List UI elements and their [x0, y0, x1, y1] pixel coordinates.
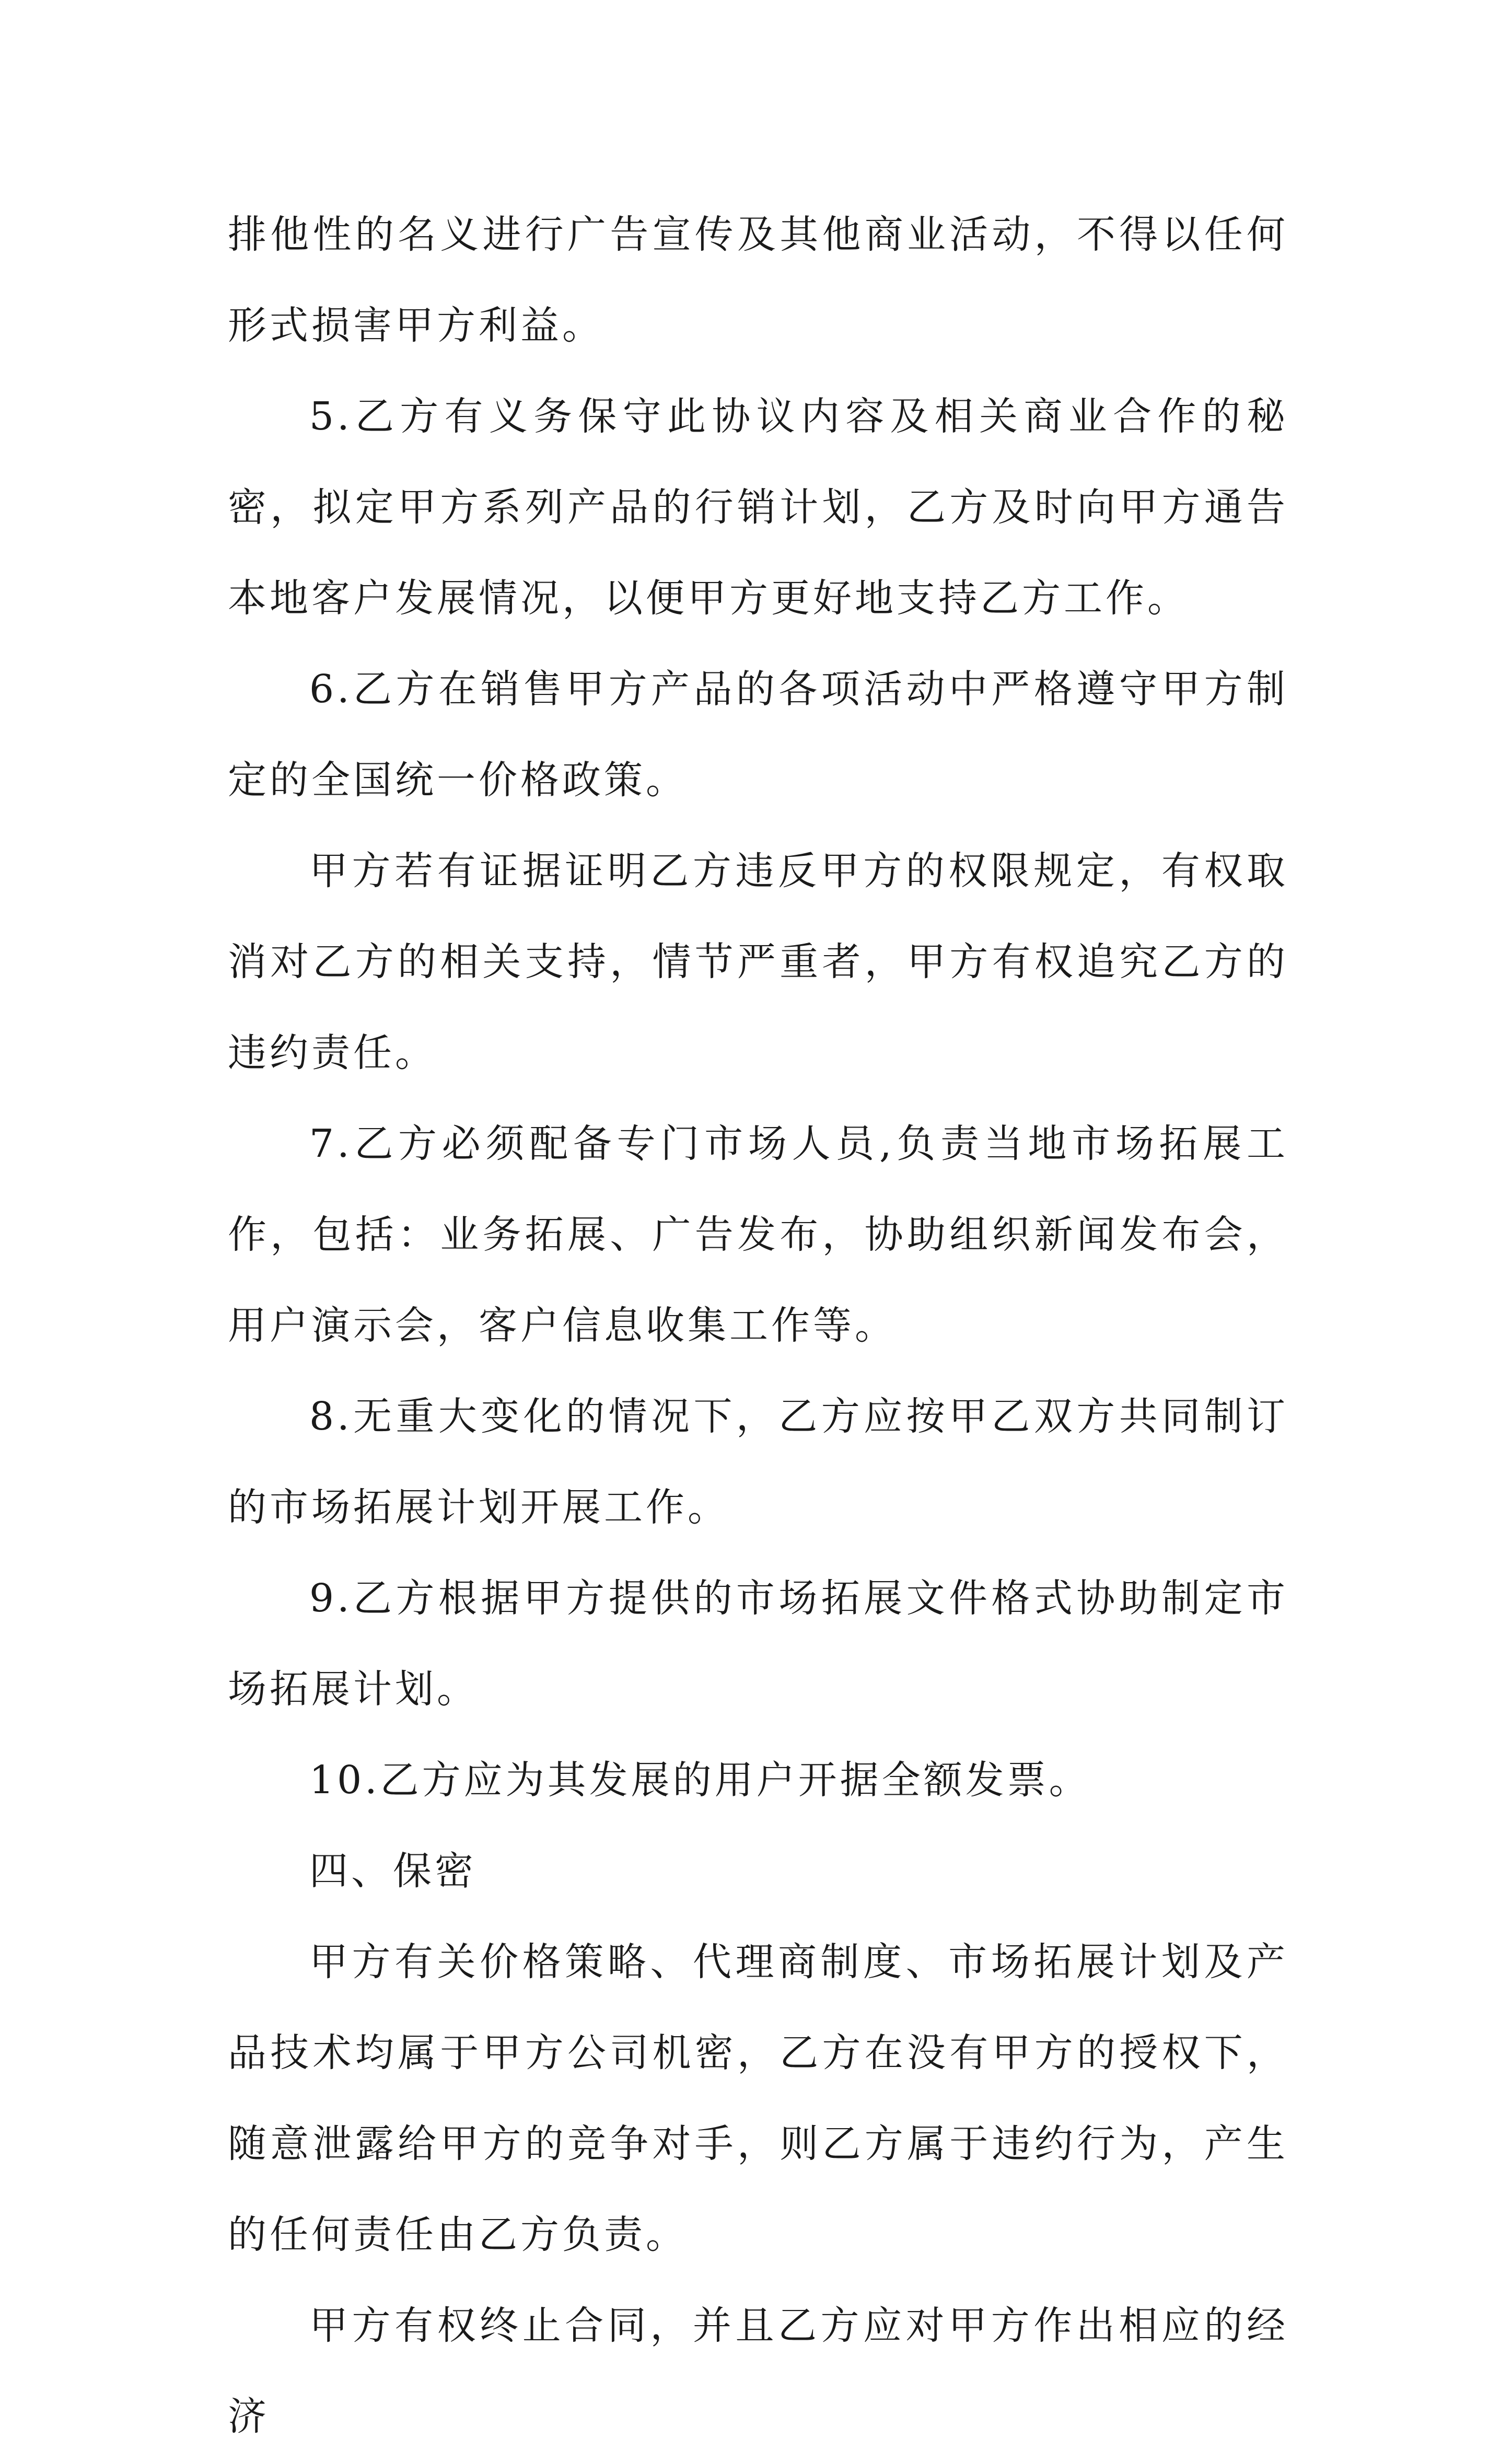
section-heading: 四、保密 — [309, 1849, 476, 1894]
paragraph-continued: 排他性的名义进行广告宣传及其他商业活动，不得以任何形式损害甲方利益。 — [228, 212, 1288, 348]
paragraph-item-7: 7.乙方必须配备专门市场人员,负责当地市场拓展工作，包括：业务拓展、广告发布，协助组织新闻发布会，用户演示会，客户信息收集工作等。 — [228, 1121, 1288, 1348]
paragraph-item-5: 5.乙方有义务保守此协议内容及相关商业合作的秘密，拟定甲方系列产品的行销计划，乙方及时向甲方通告本地客户发展情况，以便甲方更好地支持乙方工作。 — [228, 394, 1288, 621]
document-body — [228, 189, 1288, 2462]
paragraph-item-8: 8.无重大变化的情况下，乙方应按甲乙双方共同制订的市场拓展计划开展工作。 — [228, 1394, 1288, 1530]
paragraph-penalty: 甲方若有证据证明乙方违反甲方的权限规定，有权取消对乙方的相关支持，情节严重者，甲方有权追究乙方的违约责任。 — [228, 849, 1288, 1075]
paragraph-item-6: 6.乙方在销售甲方产品的各项活动中严格遵守甲方制定的全国统一价格政策。 — [228, 667, 1288, 803]
paragraph-confidentiality: 甲方有关价格策略、代理商制度、市场拓展计划及产品技术均属于甲方公司机密，乙方在没有甲方的授权下，随意泄露给甲方的竞争对手，则乙方属于违约行为，产生的任何责任由乙方负责。 — [228, 1940, 1288, 2257]
paragraph-item-10: 10.乙方应为其发展的用户开据全额发票。 — [309, 1758, 1091, 1803]
paragraph-termination: 甲方有权终止合同，并且乙方应对甲方作出相应的经济 — [228, 2303, 1288, 2439]
paragraph-item-9: 9.乙方根据甲方提供的市场拓展文件格式协助制定市场拓展计划。 — [228, 1576, 1288, 1712]
